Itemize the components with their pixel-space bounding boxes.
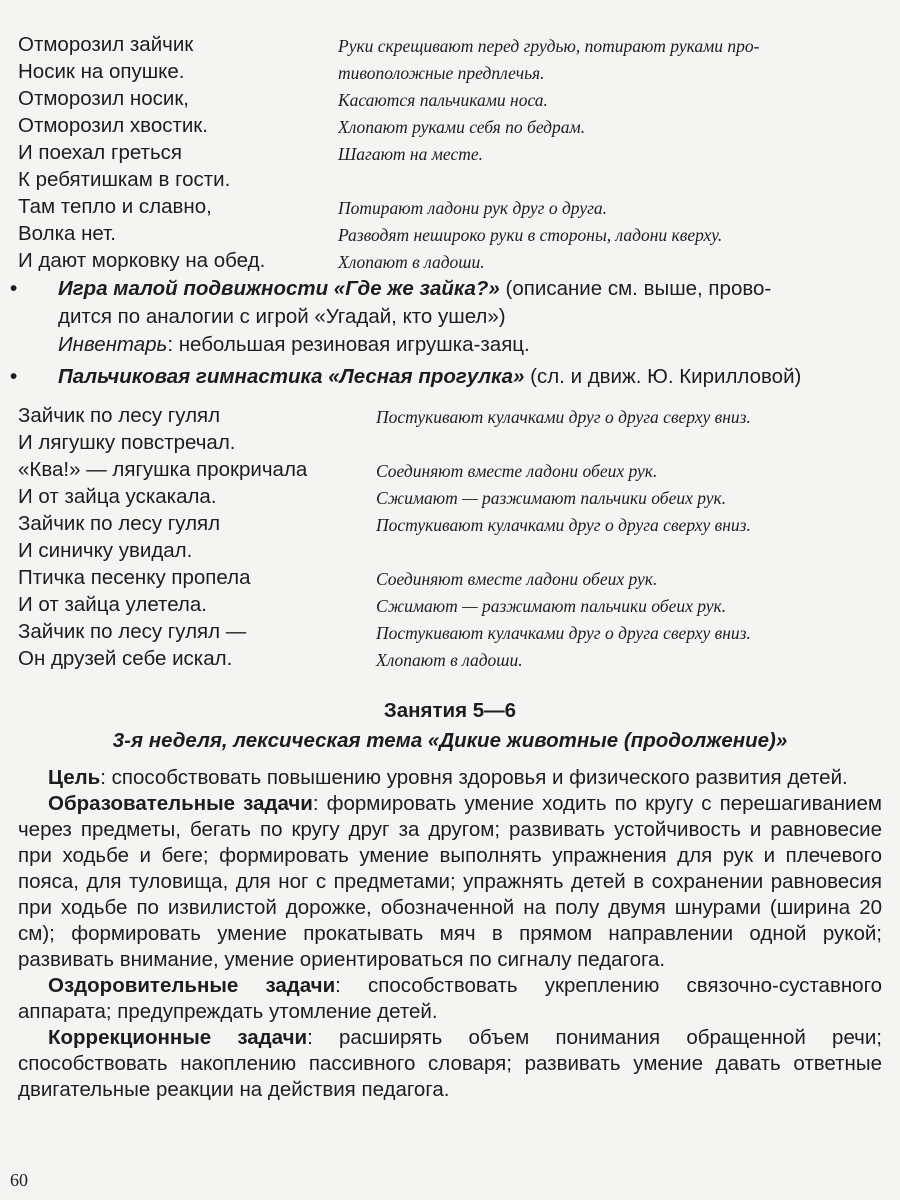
movement-instruction: Шагают на месте. [338, 144, 483, 164]
game-inventory [18, 331, 882, 359]
verse-text: Отморозил носик, [18, 87, 189, 110]
gym-author: (сл. и движ. Ю. Кирилловой) [524, 365, 802, 388]
movement-instruction: Разводят нешироко руки в стороны, ладони кверху. [338, 225, 723, 245]
game-item [10, 275, 882, 331]
movement-instruction: Сжимают — разжимают пальчики обеих рук. [376, 596, 727, 616]
verse-text: И от зайца ускакала. [18, 485, 217, 508]
movement-instruction: Постукивают кулачками друг о друга сверху вниз. [376, 623, 751, 643]
movement-instruction: Сжимают — разжимают пальчики обеих рук. [376, 488, 727, 508]
verse-text: Волка нет. [18, 222, 116, 245]
gym-title: Пальчиковая гимнастика «Лесная прогулка» [58, 365, 525, 388]
verse-line [18, 138, 882, 165]
page-content [10, 30, 882, 1103]
verse-text: Там тепло и славно, [18, 195, 212, 218]
edu-paragraph [18, 791, 882, 973]
rhyme-forest-walk [18, 401, 882, 671]
goal-paragraph [18, 765, 882, 791]
verse-text: И синичку увидал. [18, 539, 193, 562]
verse-text: Зайчик по лесу гулял [18, 404, 221, 427]
verse-line [18, 455, 882, 482]
verse-line [18, 111, 882, 138]
page-number: 60 [10, 1170, 28, 1190]
movement-instruction: Хлопают в ладоши. [376, 650, 523, 670]
movement-instruction: Постукивают кулачками друг о друга сверху вниз. [376, 407, 751, 427]
verse-line [18, 30, 882, 57]
verse-text: Зайчик по лесу гулял — [18, 620, 247, 643]
gym-item [10, 363, 882, 391]
corr-paragraph [18, 1025, 882, 1103]
movement-instruction: Руки скрещивают перед грудью, потирают руками про- [338, 36, 760, 56]
verse-text: «Ква!» — лягушка прокричала [18, 458, 308, 481]
lesson-title: Занятия 5—6 [383, 699, 517, 722]
verse-text: Он друзей себе искал. [18, 647, 233, 670]
game-desc-cont: дится по аналогии с игрой «Угадай, кто ушел») [58, 305, 506, 328]
movement-instruction: Касаются пальчиками носа. [338, 90, 548, 110]
health-text: : способствовать укреплению связочно-суставного аппарата; предупреждать утомление детей. [18, 974, 882, 1023]
movement-instruction: Соединяют вместе ладони обеих рук. [376, 569, 658, 589]
lesson-subtitle: 3-я неделя, лексическая тема «Дикие животные (продолжение)» [112, 729, 788, 752]
inventory-label: Инвентарь [58, 333, 168, 356]
verse-text: Отморозил зайчик [18, 33, 194, 56]
verse-line [18, 509, 882, 536]
verse-line [18, 563, 882, 590]
movement-instruction: Постукивают кулачками друг о друга сверху вниз. [376, 515, 751, 535]
corr-text: : расширять объем понимания обращенной речи; способствовать накоплению пассивного словаря; развивать умение давать ответные двигательные реакции на действия педагога. [18, 1026, 882, 1101]
verse-line [18, 192, 882, 219]
goal-label: Цель [48, 766, 101, 789]
movement-instruction: Хлопают в ладоши. [338, 252, 485, 272]
edu-label: Образовательные задачи [48, 792, 313, 815]
verse-line [18, 246, 882, 273]
verse-line [18, 482, 882, 509]
movement-instruction: Потирают ладони рук друг о друга. [338, 198, 608, 218]
verse-text: Отморозил хвостик. [18, 114, 208, 137]
verse-text: Птичка песенку пропела [18, 566, 251, 589]
verse-line [18, 590, 882, 617]
verse-text: И дают морковку на обед. [18, 249, 266, 272]
game-title: Игра малой подвижности «Где же зайка?» [58, 277, 500, 300]
goal-text: : способствовать повышению уровня здоровья и физического развития детей. [100, 766, 848, 789]
corr-label: Коррекционные задачи [48, 1026, 308, 1049]
edu-text: : формировать умение ходить по кругу с перешагиванием через предметы, бегать по кругу друг за другом; развивать устойчивость и равновесие при ходьбе и беге; формировать умение выполнять упражнения для рук и плечевого пояса, для туловища, для ног с предметами; упражнять детей в сохранении равновесия при ходьбе по извилистой дорожке, обозначенной на полу двумя шнурами (ширина 20 см); формировать умение прокатывать мяч в прямом направлении одной рукой; развивать внимание, умение ориентироваться по сигналу педагога. [18, 792, 882, 971]
game-desc: (описание см. выше, прово- [499, 277, 772, 300]
verse-line [18, 401, 882, 428]
verse-text: И лягушку повстречал. [18, 431, 236, 454]
verse-line [18, 165, 882, 192]
verse-line [18, 84, 882, 111]
health-label: Оздоровительные задачи [48, 974, 336, 997]
bullet-icon: • [10, 277, 18, 300]
verse-line [18, 57, 882, 84]
bullet-icon: • [10, 365, 18, 388]
movement-instruction: тивоположные предплечья. [338, 63, 545, 83]
verse-line [18, 428, 882, 455]
movement-instruction: Соединяют вместе ладони обеих рук. [376, 461, 658, 481]
verse-text: К ребятишкам в гости. [18, 168, 231, 191]
health-paragraph [18, 973, 882, 1025]
verse-text: Зайчик по лесу гулял [18, 512, 221, 535]
movement-instruction: Хлопают руками себя по бедрам. [338, 117, 586, 137]
verse-text: И от зайца улетела. [18, 593, 207, 616]
verse-line [18, 536, 882, 563]
verse-line [18, 617, 882, 644]
verse-line [18, 644, 882, 671]
verse-text: И поехал греться [18, 141, 182, 164]
inventory-text: : небольшая резиновая игрушка-заяц. [167, 333, 530, 356]
verse-line [18, 219, 882, 246]
rhyme-zaichik [18, 30, 882, 273]
verse-text: Носик на опушке. [18, 60, 185, 83]
